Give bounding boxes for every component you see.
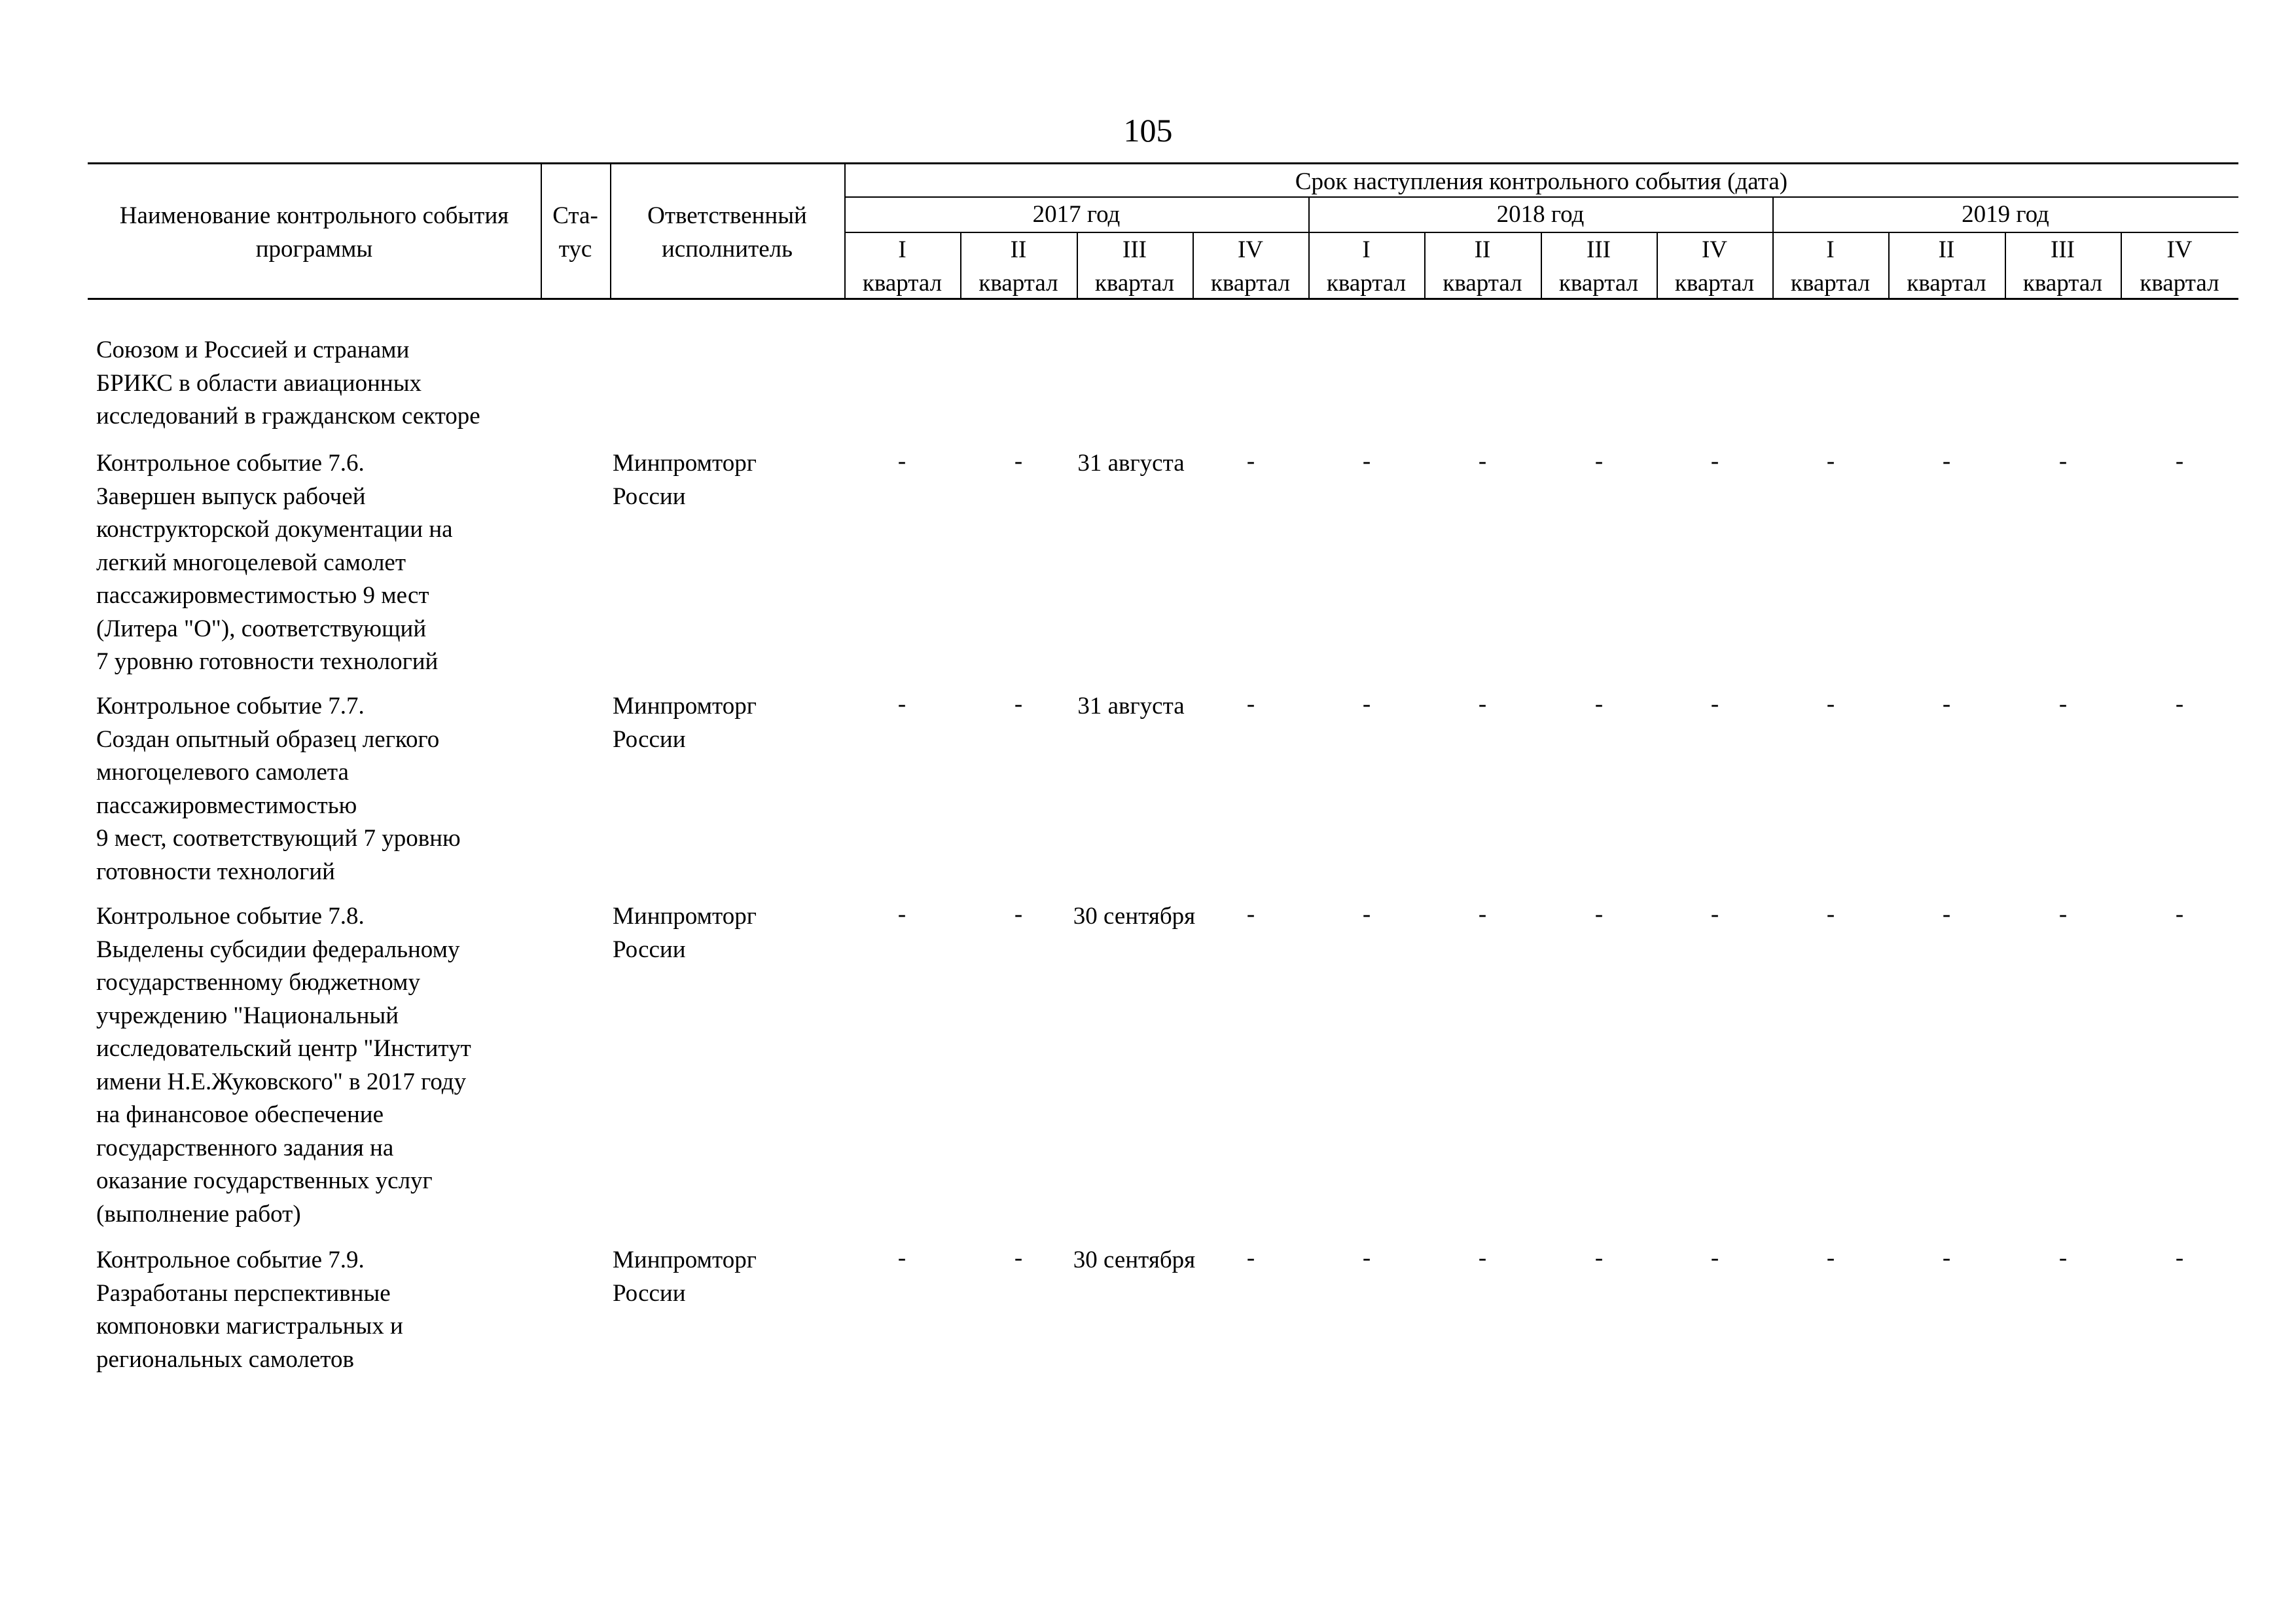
continuation-text [96,334,554,433]
header-quarter-numeral: III [1587,236,1611,263]
event-name-line: государственному бюджетному [96,969,420,996]
event-name-line: (выполнение работ) [96,1200,301,1228]
header-status-line: Ста- [552,202,598,229]
quarter-value: - [1246,691,1255,718]
quarter-value: - [1710,691,1719,718]
event-name-line: (Литера "О"), соответствующий [96,615,427,642]
header-executor-line: исполнитель [661,236,793,263]
quarter-value: - [1826,901,1835,928]
event-name [96,900,554,1231]
quarter-value: - [1710,901,1719,928]
executor-line: Минпромторг [613,693,757,720]
header-quarter-word: квартал [1674,270,1755,297]
quarter-value: - [1826,1245,1835,1271]
quarter-value: - [2058,1245,2068,1271]
executor-line: России [613,725,686,753]
header-quarter-word: квартал [1326,270,1407,297]
event-name-line: Контрольное событие 7.6. [96,450,365,477]
continuation-line: БРИКС в области авиационных [96,369,422,397]
header-quarter-word: квартал [862,270,942,297]
quarter-value: - [1014,691,1023,718]
executor-line: Минпромторг [613,1247,757,1273]
event-name-line: региональных самолетов [96,1345,354,1373]
header-deadline-group: Срок наступления контрольного события (дата) [1295,168,1788,195]
header-quarter-numeral: IV [1701,236,1728,263]
header-year: 2018 год [1496,201,1585,228]
continuation-line: Союзом и Россией и странами [96,337,410,363]
executor-line: России [613,936,686,963]
continuation-line: исследований в гражданском секторе [96,403,480,429]
quarter-value: - [1362,691,1371,718]
quarter-value: - [2058,448,2068,475]
event-name-line: Завершен выпуск рабочей [96,483,366,510]
header-quarter-numeral: II [1938,236,1955,263]
event-name-line: Контрольное событие 7.7. [96,693,365,720]
executor-line: России [613,1279,686,1307]
header-executor-line: Ответственный [647,202,807,229]
header-quarter-numeral: II [1010,236,1027,263]
quarter-value: - [1594,901,1604,928]
event-name-line: учреждению "Национальный [96,1002,399,1029]
header-top-rule [88,162,2238,164]
header-quarter-numeral: IV [2166,236,2193,263]
quarter-value: - [1942,901,1951,928]
quarter-value: - [2058,901,2068,928]
quarter-value: - [1942,448,1951,475]
header-year: 2019 год [1962,201,2049,228]
event-name-line: готовности технологий [96,858,335,885]
event-name-line: пассажировместимостью [96,792,357,819]
quarter-value: - [1362,1245,1371,1271]
quarter-date: 30 сентября [1073,903,1196,930]
quarter-value: - [897,901,906,928]
quarter-value: - [1246,1245,1255,1271]
quarter-value: - [2175,1245,2184,1271]
quarter-value: - [1362,448,1371,475]
event-name-line: государственного задания на [96,1134,394,1161]
quarter-value: - [1362,901,1371,928]
header-quarter-word: квартал [1210,270,1291,297]
executor [613,447,757,513]
event-name [96,1244,554,1376]
quarter-value: - [2175,901,2184,928]
header-quarter-numeral: II [1474,236,1491,263]
event-name [96,690,554,888]
event-name-line: Создан опытный образец легкого [96,725,440,753]
executor-line: России [613,483,686,510]
header-quarter-numeral: I [1826,236,1835,263]
header-quarter-numeral: I [898,236,906,263]
quarter-value: - [1594,1245,1604,1271]
event-name-line: пассажировместимостью 9 мест [96,582,429,609]
quarter-value: - [1014,901,1023,928]
event-name-line: легкий многоцелевой самолет [96,549,406,576]
header-name-line: программы [255,236,373,263]
quarter-value: - [2175,448,2184,475]
header-quarter-word: квартал [1790,270,1871,297]
quarter-value: - [1826,691,1835,718]
header-quarter-numeral: III [2051,236,2075,263]
quarter-value: - [2058,691,2068,718]
quarter-value: - [897,691,906,718]
quarter-value: - [1014,1245,1023,1271]
quarter-value: - [1594,448,1604,475]
event-name-line: многоцелевого самолета [96,759,349,786]
quarter-value: - [1014,448,1023,475]
quarter-value: - [1594,691,1604,718]
event-name-line: компоновки магистральных и [96,1313,403,1340]
quarter-value: - [1478,691,1487,718]
header-quarter-numeral: IV [1237,236,1264,263]
quarter-value: - [1710,448,1719,475]
header-year: 2017 год [1032,201,1121,228]
quarter-value: - [1478,448,1487,475]
header-quarter-word: квартал [978,270,1058,297]
quarter-value: - [1478,901,1487,928]
header-quarter-numeral: I [1362,236,1371,263]
executor [613,690,757,756]
quarter-value: - [1942,1245,1951,1271]
event-name-line: 7 уровню готовности технологий [96,648,439,675]
header-quarter-word: квартал [2022,270,2103,297]
header-quarter-word: квартал [1443,270,1522,297]
quarter-value: - [897,1245,906,1271]
quarter-value: - [1246,901,1255,928]
quarter-date: 31 августа [1077,693,1185,720]
event-name-line: на финансовое обеспечение [96,1101,384,1128]
quarter-value: - [1246,448,1255,475]
quarter-date: 30 сентября [1073,1247,1196,1273]
header-quarter-word: квартал [1558,270,1639,297]
event-name [96,447,554,679]
header-quarter-numeral: III [1122,236,1147,263]
event-name-line: оказание государственных услуг [96,1167,433,1194]
event-name-line: конструкторской документации на [96,516,453,543]
quarter-value: - [897,448,906,475]
quarter-value: - [1826,448,1835,475]
header-status-line: тус [558,236,592,263]
event-name-line: Контрольное событие 7.8. [96,903,365,930]
event-name-line: имени Н.Е.Жуковского" в 2017 году [96,1068,467,1095]
executor [613,900,757,966]
executor-line: Минпромторг [613,450,757,477]
header-quarter-word: квартал [1094,270,1175,297]
header-quarter-word: квартал [2140,270,2219,297]
header-quarter-word: квартал [1907,270,1986,297]
event-name-line: Разработаны перспективные [96,1279,391,1307]
event-name-line: исследовательский центр "Институт [96,1035,471,1062]
page-number: 105 [1123,112,1173,149]
quarter-value: - [1942,691,1951,718]
event-name-line: Выделены субсидии федеральному [96,936,460,963]
event-name-line: Контрольное событие 7.9. [96,1247,365,1273]
executor-line: Минпромторг [613,903,757,930]
quarter-value: - [2175,691,2184,718]
executor [613,1244,757,1310]
quarter-value: - [1710,1245,1719,1271]
quarter-value: - [1478,1245,1487,1271]
quarter-date: 31 августа [1077,450,1185,477]
event-name-line: 9 мест, соответствующий 7 уровню [96,825,461,852]
header-name-line: Наименование контрольного события [119,202,509,229]
